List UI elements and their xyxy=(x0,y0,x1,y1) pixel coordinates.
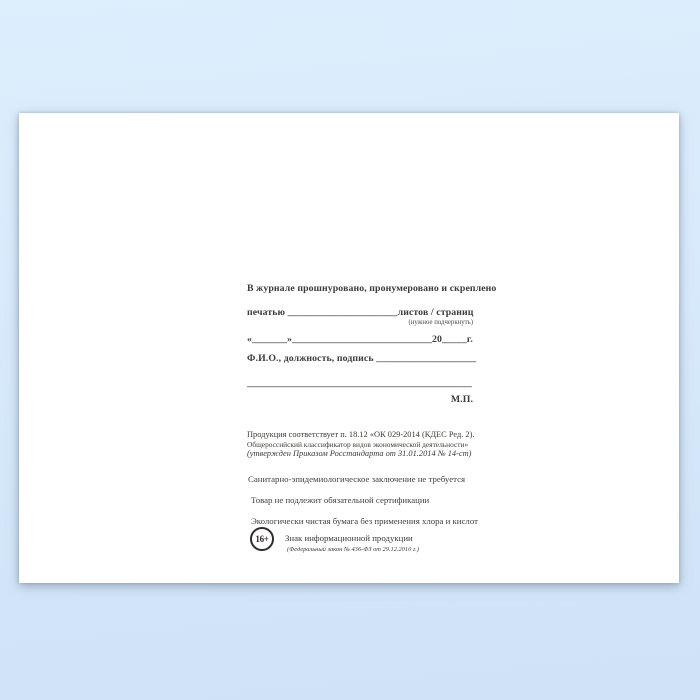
info-product-mark-title: Знак информационной продукции xyxy=(285,533,413,543)
journal-back-page xyxy=(19,113,679,583)
underline-needed-note: (нужное подчеркнуть) xyxy=(408,319,473,326)
info-product-mark-law: (Федеральный закон № 436-ФЗ от 29.12.2010 г.) xyxy=(287,546,420,553)
signature-fill-line: Ф.И.О., должность, подпись ____________________ xyxy=(247,353,477,364)
stamp-place-abbr: М.П. xyxy=(450,394,473,405)
binding-statement: В журнале прошнуровано, пронумеровано и скреплено xyxy=(247,283,497,294)
compliance-line-1: Продукция соответствует п. 18.12 «ОК 029-2014 (КДЕС Ред. 2). xyxy=(247,430,475,439)
certification-note: Товар не подлежит обязательной сертификации xyxy=(251,495,430,505)
sanitary-note: Санитарно-эпидемиологическое заключение не требуется xyxy=(248,474,466,484)
imprint-block xyxy=(247,283,497,573)
seal-fill-line: печатью ______________________листов / страниц xyxy=(247,307,474,318)
eco-paper-note: Экологически чистая бумага без применения хлора и кислот xyxy=(251,516,478,526)
compliance-line-3: (утвержден Приказом Росстандарта от 31.01.2014 № 14-ст) xyxy=(247,449,472,458)
age-rating-label: 16+ xyxy=(255,534,269,544)
extra-signature-line: _____________________________________________ xyxy=(247,378,472,389)
compliance-line-2: Общероссийский классификатор видов экономической деятельности» xyxy=(247,440,469,449)
date-fill-line: «_______»____________________________20_____г. xyxy=(247,334,473,345)
age-rating-16-icon xyxy=(250,527,274,551)
